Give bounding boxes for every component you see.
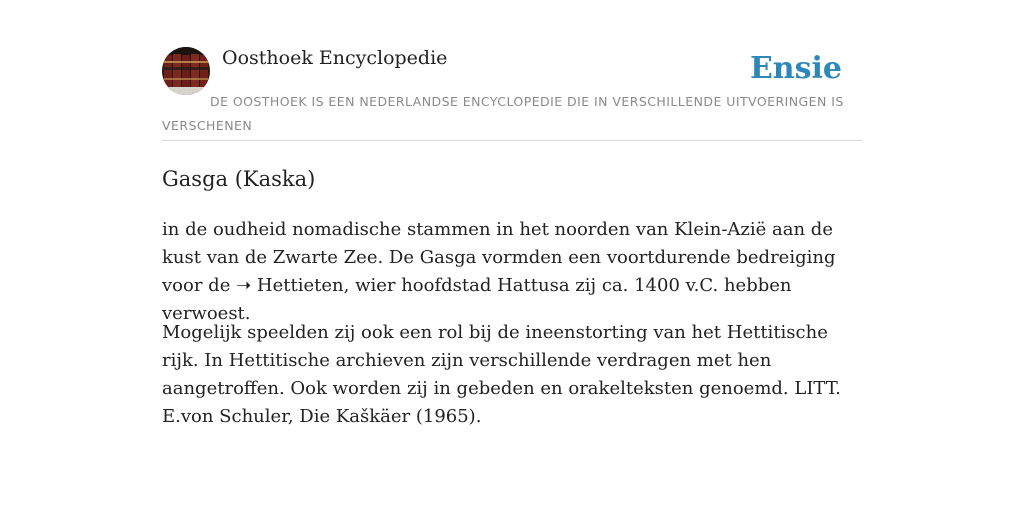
article-title: Gasga (Kaska) [162, 167, 316, 191]
link-arrow-icon[interactable]: ➝ [236, 275, 252, 296]
article-paragraph-2: Mogelijk speelden zij ook een rol bij de ineenstorting van het Hettitische rijk. In Hettitische archieven zijn verschillende verdragen met hen aangetroffen. Ook worden zij in gebeden en orakelteksten genoemd. LITT. E.von Schuler, Die Kaškäer (1965). [162, 322, 841, 427]
paragraph-1-text-end: , wier hoofdstad Hattusa zij ca. 1400 v.C. hebben verwoest. [162, 275, 792, 324]
article-paragraph-1 [162, 216, 862, 328]
site-name[interactable]: Oosthoek Encyclopedie [222, 47, 448, 69]
site-header [162, 46, 862, 141]
site-tagline: DE OOSTHOEK IS EEN NEDERLANDSE ENCYCLOPEDIE DIE IN VERSCHILLENDE UITVOERINGEN IS VERSCHENEN [162, 94, 844, 133]
encyclopedia-books-icon[interactable] [162, 47, 210, 95]
paragraph-1-text-start: in de oudheid nomadische stammen in het noorden van Klein-Azië aan de kust van de Zwarte Zee. De Gasga vormden een voortdurende bedreiging voor de [162, 219, 836, 296]
hettieten-link[interactable]: Hettieten [256, 275, 344, 296]
ensie-logo[interactable]: Ensie [749, 51, 842, 86]
